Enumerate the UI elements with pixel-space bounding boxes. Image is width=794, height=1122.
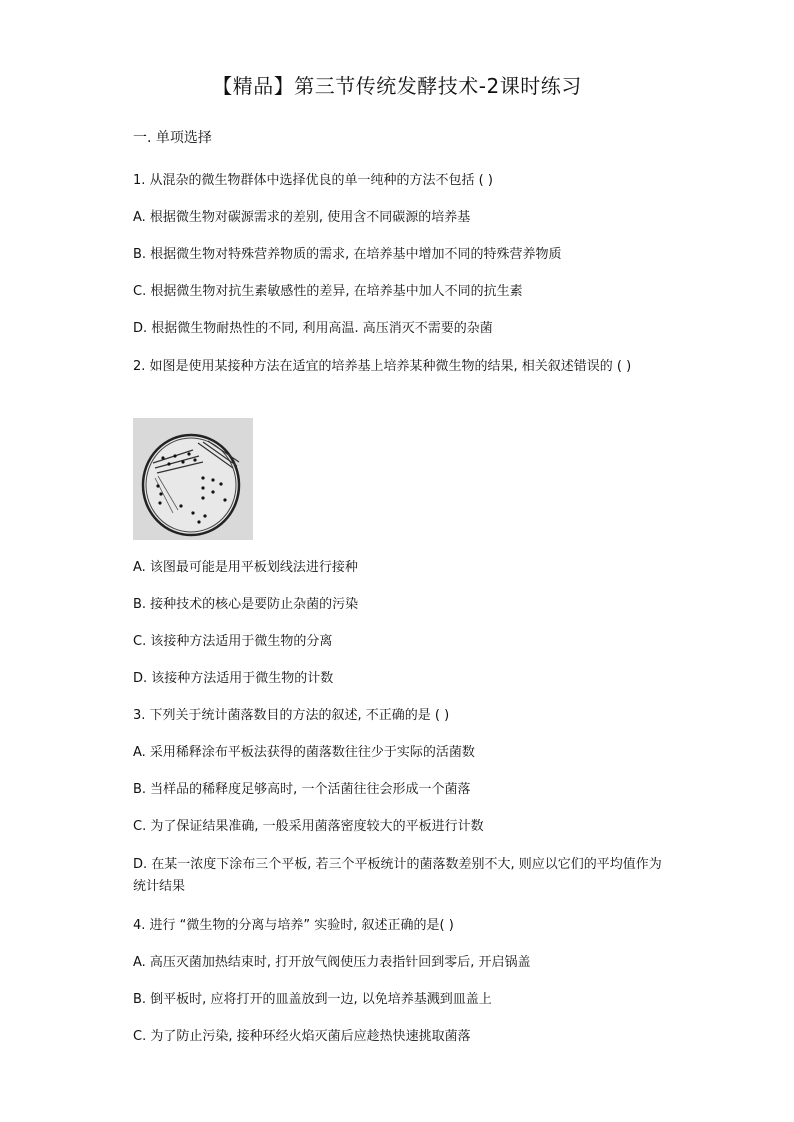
q3-option-b: B. 当样品的稀释度足够高时, 一个活菌往往会形成一个菌落 (133, 782, 471, 797)
q1-stem: 1. 从混杂的微生物群体中选择优良的单一纯种的方法不包括 ( ) (133, 173, 493, 188)
petri-dish-image (133, 418, 253, 540)
q3-option-d: D. 在某一浓度下涂布三个平板, 若三个平板统计的菌落数差别不大, 则应以它们的平均值作为统计结果 (133, 857, 662, 894)
q1-option-b: B. 根据微生物对特殊营养物质的需求, 在培养基中增加不同的特殊营养物质 (133, 247, 562, 262)
q4-stem: 4. 进行 “微生物的分离与培养” 实验时, 叙述正确的是( ) (133, 918, 454, 933)
q3-option-a: A. 采用稀释涂布平板法获得的菌落数往往少于实际的活菌数 (133, 745, 475, 760)
q4-option-a: A. 高压灭菌加热结束时, 打开放气阀使压力表指针回到零后, 开启锅盖 (133, 955, 531, 970)
q1-option-c: C. 根据微生物对抗生素敏感性的差异, 在培养基中加人不同的抗生素 (133, 284, 523, 299)
q3-option-c: C. 为了保证结果准确, 一般采用菌落密度较大的平板进行计数 (133, 819, 484, 834)
section-heading: 一. 单项选择 (133, 130, 212, 146)
petri-dish-figure (133, 418, 253, 540)
q4-option-c: C. 为了防止污染, 接种环经火焰灭菌后应趁热快速挑取菌落 (133, 1029, 471, 1044)
q1-option-a: A. 根据微生物对碳源需求的差别, 使用含不同碳源的培养基 (133, 210, 471, 225)
q3-stem: 3. 下列关于统计菌落数目的方法的叙述, 不正确的是 ( ) (133, 708, 450, 723)
q2-stem: 2. 如图是使用某接种方法在适宜的培养基上培养某种微生物的结果, 相关叙述错误的 ( ) (133, 359, 632, 374)
q2-option-b: B. 接种技术的核心是要防止杂菌的污染 (133, 597, 359, 612)
page-title: 【精品】第三节传统发酵技术-2课时练习 (212, 74, 582, 98)
q2-option-c: C. 该接种方法适用于微生物的分离 (133, 634, 333, 649)
q1-option-d: D. 根据微生物耐热性的不同, 利用高温. 高压消灭不需要的杂菌 (133, 321, 493, 336)
q2-option-a: A. 该图最可能是用平板划线法进行接种 (133, 560, 358, 575)
q4-option-b: B. 倒平板时, 应将打开的皿盖放到一边, 以免培养基溅到皿盖上 (133, 992, 492, 1007)
q2-option-d: D. 该接种方法适用于微生物的计数 (133, 671, 334, 686)
